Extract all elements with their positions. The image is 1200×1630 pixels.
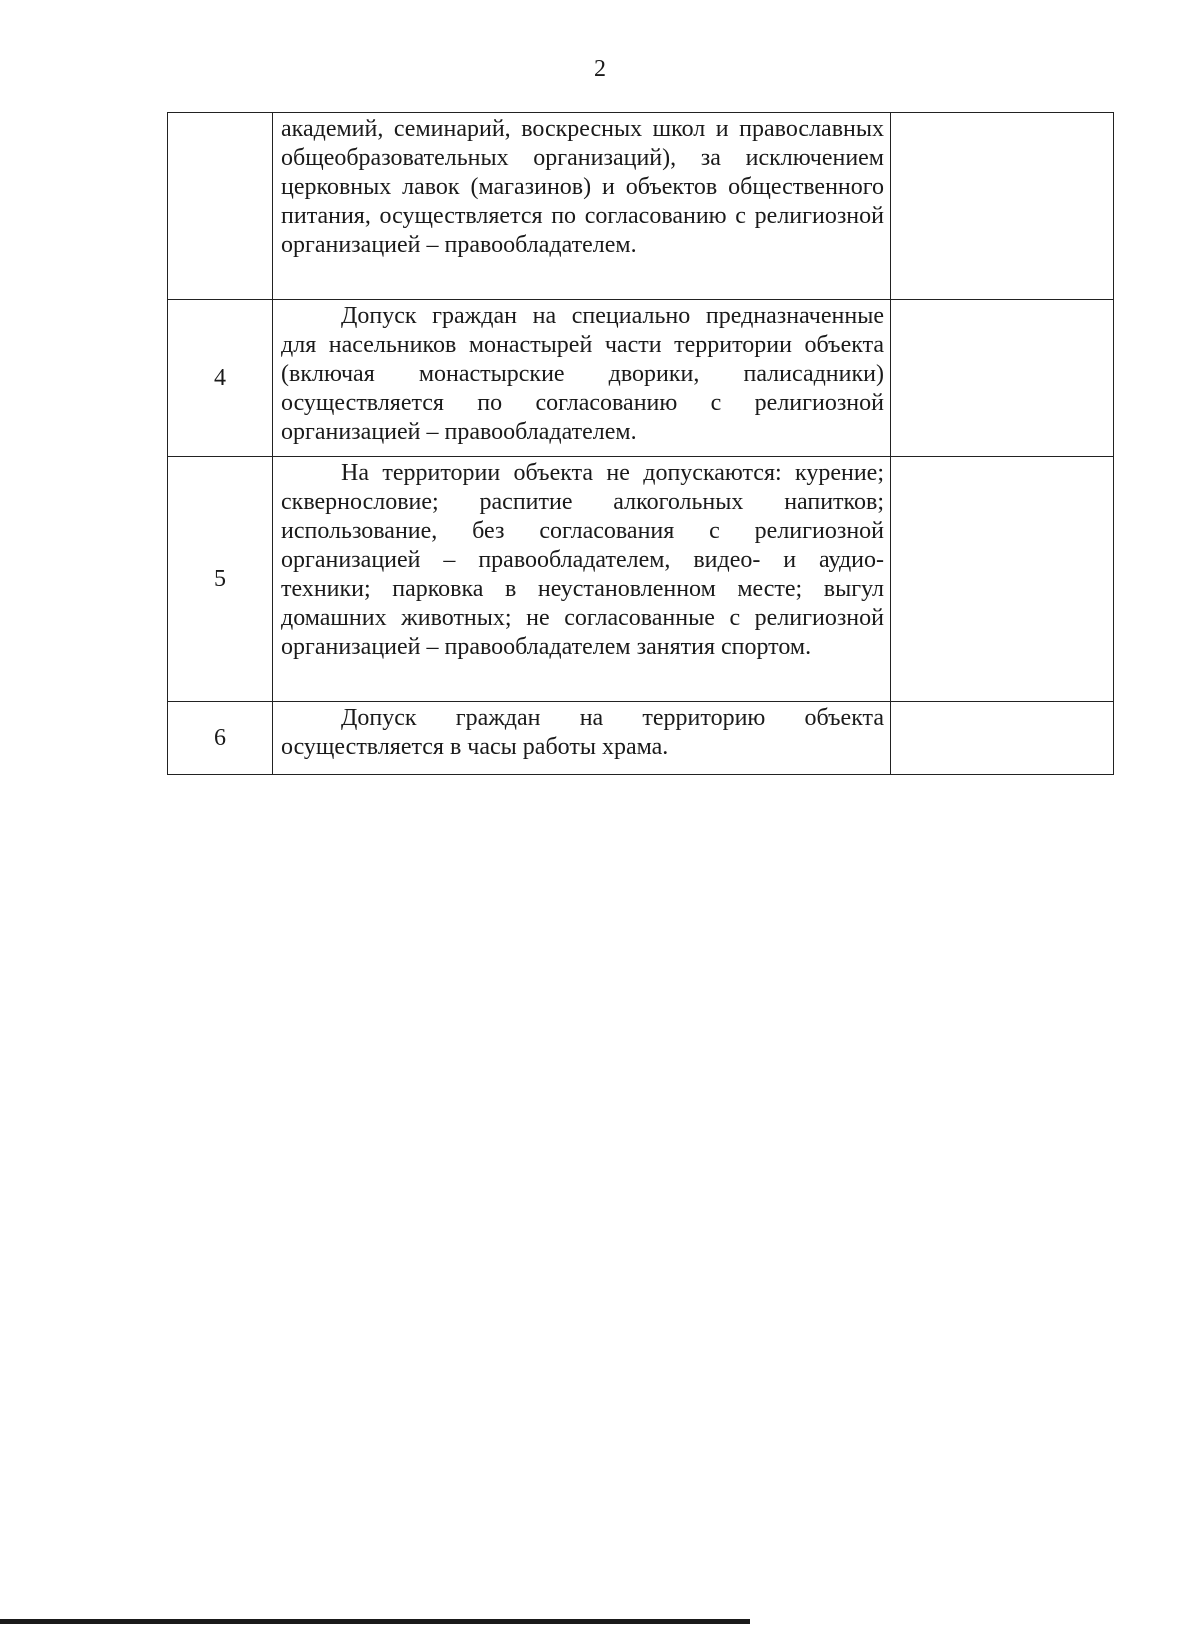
row-note-cell: [891, 113, 1114, 300]
row-text: Допуск граждан на территорию объекта осуществляется в часы работы храма.: [273, 702, 891, 775]
row-number: [168, 113, 273, 300]
bottom-scan-line: [0, 1619, 750, 1624]
row-text: Допуск граждан на специально предназначенные для насельников монастырей части территории объекта (включая монастырские дворики, палисадники) осуществляется по согласованию с религиозной организацией – правообладателем.: [273, 300, 891, 457]
table-row: [168, 113, 1114, 300]
table-row: [168, 702, 1114, 775]
row-text: На территории объекта не допускаются: курение; сквернословие; распитие алкогольных напитков; использование, без согласования с религиозной организацией – правообладателем, видео- и аудио- техники; парковка в неустановленном месте; выгул домашних животных; не согласованные с религиозной организацией – правообладателем занятия спортом.: [273, 457, 891, 702]
row-number: 6: [168, 702, 273, 775]
row-number: 5: [168, 457, 273, 702]
table-row: [168, 300, 1114, 457]
row-note-cell: [891, 702, 1114, 775]
row-note-cell: [891, 300, 1114, 457]
row-number: 4: [168, 300, 273, 457]
row-text: академий, семинарий, воскресных школ и православных общеобразовательных организаций), за исключением церковных лавок (магазинов) и объектов общественного питания, осуществляется по согласованию с религиозной организацией – правообладателем.: [273, 113, 891, 300]
table-row: [168, 457, 1114, 702]
row-note-cell: [891, 457, 1114, 702]
rules-table: [167, 112, 1114, 775]
page-number: 2: [594, 56, 606, 82]
